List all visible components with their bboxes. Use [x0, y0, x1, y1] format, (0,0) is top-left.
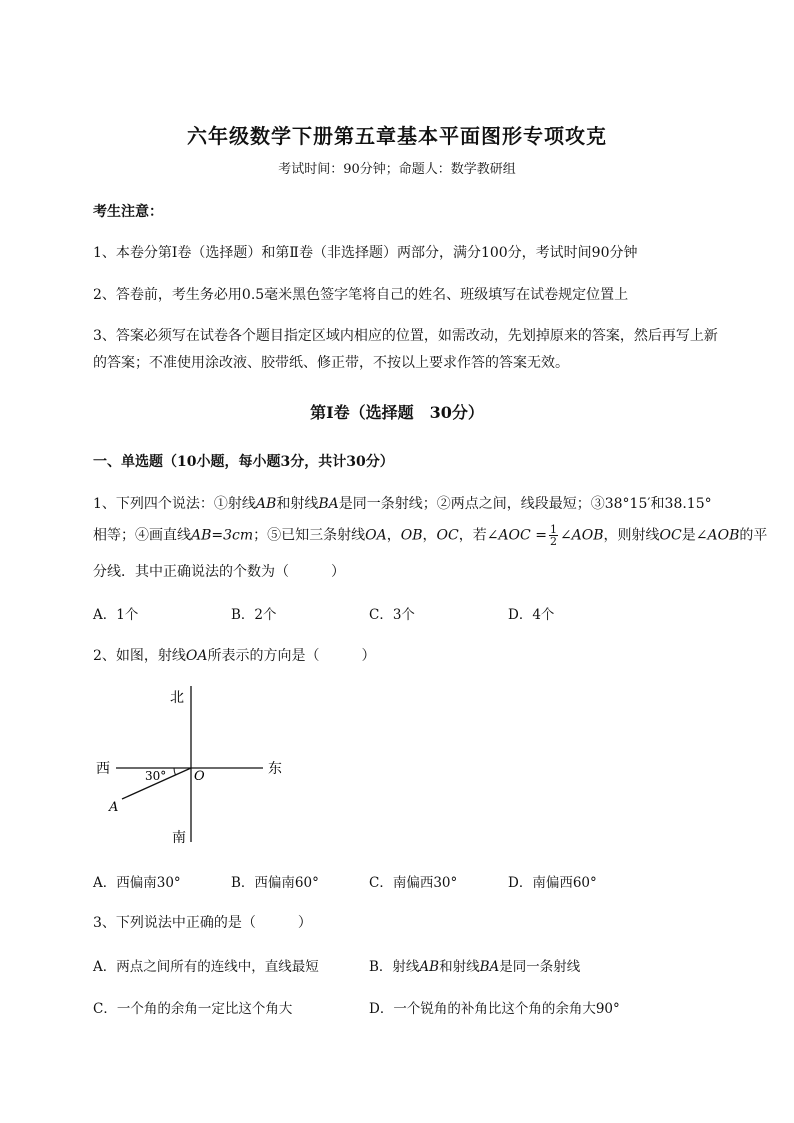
exam-info: 考试时间：90分钟；命题人：数学教研组 — [278, 162, 516, 177]
q3-option-d: D．一个锐角的补角比这个角的余角大90° — [369, 1001, 620, 1017]
label-west: 西 — [96, 761, 110, 777]
notes-heading: 考生注意： — [93, 204, 163, 220]
label-east: 东 — [268, 761, 282, 777]
fraction-one-half: $\frac{1}{2}$ — [549, 523, 557, 548]
q2-option-b: B．西偏南60° — [231, 875, 319, 891]
q1-line3: 分线．其中正确说法的个数为（ ） — [93, 564, 345, 580]
q1-line2: 相等；④画直线AB=3cm；⑤已知三条射线OA，OB，OC，若∠AOC = $\frac{1}{2}$ ∠AOB，则射线OC是∠AOB的平 — [93, 523, 768, 548]
label-angle: 30° — [145, 769, 167, 783]
note-item-1: 1、本卷分第I卷（选择题）和第Ⅱ卷（非选择题）两部分，满分100分，考试时间90分钟 — [93, 245, 638, 261]
note-item-3-line2: 的答案；不准使用涂改液、胶带纸、修正带，不按以上要求作答的答案无效。 — [93, 355, 569, 371]
q2-option-d: D．南偏西60° — [508, 875, 597, 891]
q3-option-b: B．射线AB和射线BA是同一条射线 — [369, 959, 581, 975]
q1-option-a: A．1个 — [93, 607, 139, 623]
section-title: 第I卷（选择题 30分） — [310, 403, 484, 422]
angle-arc — [174, 768, 176, 775]
q1-option-c: C．3个 — [369, 607, 415, 623]
note-item-3-line1: 3、答案必须写在试卷各个题目指定区域内相应的位置，如需改动，先划掉原来的答案，然后再写上新 — [93, 328, 718, 344]
part-heading: 一、单选题（10小题，每小题3分，共计30分） — [93, 454, 394, 470]
q2-option-a: A．西偏南30° — [93, 875, 181, 891]
q1-line1: 1、下列四个说法：①射线AB和射线BA是同一条射线；②两点之间，线段最短；③38°15′和38.15° — [93, 496, 712, 512]
q3-option-c: C．一个角的余角一定比这个角大 — [93, 1001, 293, 1017]
q2-option-c: C．南偏西30° — [369, 875, 458, 891]
q2-stem: 2、如图，射线OA所表示的方向是（ ） — [93, 648, 376, 664]
page-title: 六年级数学下册第五章基本平面图形专项攻克 — [187, 124, 607, 148]
q1-option-b: B．2个 — [231, 607, 277, 623]
note-item-2: 2、答卷前，考生务必用0.5毫米黑色签字笔将自己的姓名、班级填写在试卷规定位置上 — [93, 287, 629, 303]
label-origin: O — [194, 769, 205, 784]
label-south: 南 — [172, 830, 186, 846]
q3-option-a: A．两点之间所有的连线中，直线最短 — [93, 959, 319, 975]
direction-figure — [90, 680, 300, 850]
label-point-a: A — [109, 800, 119, 815]
q1-option-d: D．4个 — [508, 607, 555, 623]
label-north: 北 — [170, 690, 184, 706]
q3-stem: 3、下列说法中正确的是（ ） — [93, 915, 312, 931]
